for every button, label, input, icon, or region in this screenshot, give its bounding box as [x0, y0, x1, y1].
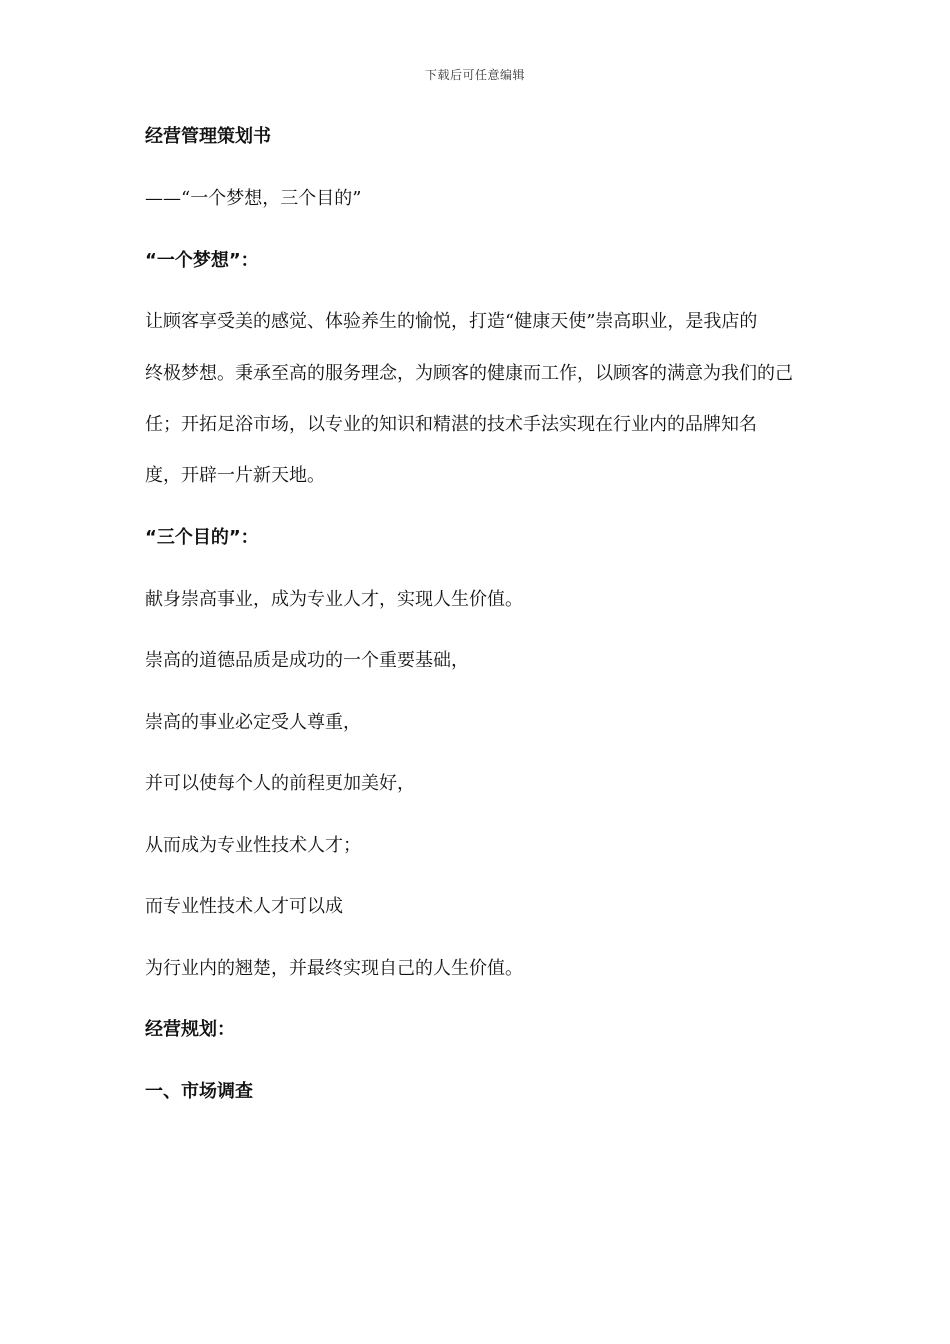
- document-title: 经营管理策划书: [145, 126, 271, 147]
- section-one-heading: 一、市场调查: [145, 1081, 253, 1102]
- purpose-line: 从而成为专业性技术人才；: [145, 835, 361, 856]
- dream-paragraph-line: 让顾客享受美的感觉、体验养生的愉悦，打造“健康天使”崇高职业，是我店的: [145, 311, 758, 332]
- purpose-line: 并可以使每个人的前程更加美好，: [145, 773, 415, 794]
- purpose-line: 崇高的道德品质是成功的一个重要基础，: [145, 650, 469, 671]
- purpose-heading: “三个目的”：: [145, 527, 259, 548]
- purpose-line: 献身崇高事业，成为专业人才，实现人生价值。: [145, 589, 523, 610]
- dream-heading: “一个梦想”：: [145, 250, 259, 271]
- planning-heading: 经营规划：: [145, 1019, 235, 1040]
- dream-paragraph-line: 度，开辟一片新天地。: [145, 465, 325, 486]
- page-header-note: 下载后可任意编辑: [424, 68, 525, 82]
- purpose-line: 崇高的事业必定受人尊重，: [145, 712, 361, 733]
- purpose-line: 而专业性技术人才可以成: [145, 896, 343, 917]
- dream-paragraph-line: 任；开拓足浴市场，以专业的知识和精湛的技术手法实现在行业内的品牌知名: [145, 414, 757, 435]
- purpose-line: 为行业内的翘楚，并最终实现自己的人生价值。: [145, 958, 523, 979]
- document-subtitle: ——“一个梦想，三个目的”: [145, 188, 362, 209]
- dream-paragraph-line: 终极梦想。秉承至高的服务理念，为顾客的健康而工作，以顾客的满意为我们的己: [145, 363, 793, 384]
